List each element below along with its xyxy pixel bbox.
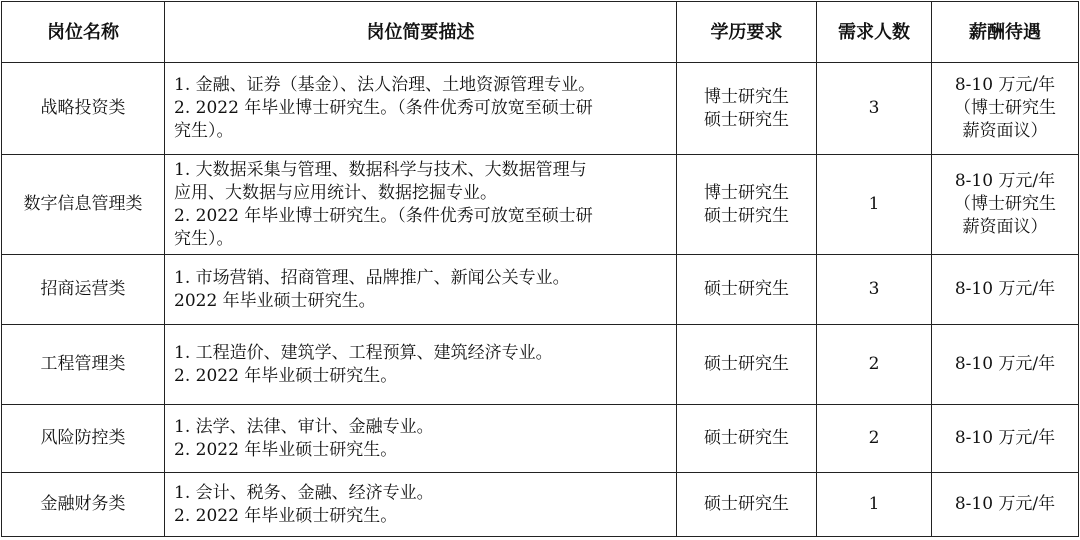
table-row	[2, 325, 1079, 405]
position-name-cell: 招商运营类	[2, 255, 165, 325]
recruitment-table-wrapper	[1, 1, 1079, 537]
salary-cell	[932, 63, 1079, 155]
headcount-cell: 2	[817, 405, 932, 473]
education-cell	[677, 155, 817, 255]
headcount-cell: 3	[817, 255, 932, 325]
salary-line: 8-10 万元/年	[954, 75, 1056, 95]
salary-line: 薪资面议）	[962, 217, 1048, 237]
description-cell	[165, 155, 677, 255]
table-row	[2, 405, 1079, 473]
description-line: 究生）。	[174, 228, 234, 249]
table-header-row	[2, 2, 1079, 63]
header-education: 学历要求	[677, 2, 817, 63]
position-name-cell: 数字信息管理类	[2, 155, 165, 255]
salary-line: （博士研究生	[954, 194, 1056, 214]
description-line: 1. 大数据采集与管理、数据科学与技术、大数据管理与	[174, 159, 587, 180]
description-line: 应用、大数据与应用统计、数据挖掘专业。	[174, 182, 497, 203]
position-name-cell: 战略投资类	[2, 63, 165, 155]
description-line: 2. 2022 年毕业博士研究生。（条件优秀可放宽至硕士研	[174, 205, 593, 226]
salary-cell: 8-10 万元/年	[932, 405, 1079, 473]
education-cell: 硕士研究生	[677, 255, 817, 325]
position-name-cell: 风险防控类	[2, 405, 165, 473]
education-cell: 硕士研究生	[677, 325, 817, 405]
description-line: 2. 2022 年毕业硕士研究生。	[174, 505, 398, 526]
table-row	[2, 473, 1079, 537]
description-cell	[165, 405, 677, 473]
position-name-cell: 工程管理类	[2, 325, 165, 405]
header-salary: 薪酬待遇	[932, 2, 1079, 63]
header-headcount: 需求人数	[817, 2, 932, 63]
salary-cell: 8-10 万元/年	[932, 473, 1079, 537]
description-line: 2. 2022 年毕业硕士研究生。	[174, 439, 398, 460]
description-line: 1. 法学、法律、审计、金融专业。	[174, 416, 434, 437]
description-line: 1. 金融、证券（基金）、法人治理、土地资源管理专业。	[174, 75, 596, 95]
description-cell	[165, 325, 677, 405]
salary-line: 8-10 万元/年	[954, 171, 1056, 191]
table-row	[2, 155, 1079, 255]
recruitment-table	[1, 1, 1079, 537]
headcount-cell: 3	[817, 63, 932, 155]
description-cell	[165, 255, 677, 325]
table-row	[2, 63, 1079, 155]
headcount-cell: 2	[817, 325, 932, 405]
headcount-cell: 1	[817, 155, 932, 255]
description-cell	[165, 63, 677, 155]
description-line: 2. 2022 年毕业博士研究生。（条件优秀可放宽至硕士研	[174, 98, 593, 118]
description-line: 2. 2022 年毕业硕士研究生。	[174, 365, 398, 386]
header-position-name: 岗位名称	[2, 2, 165, 63]
table-row	[2, 255, 1079, 325]
description-line: 1. 市场营销、招商管理、品牌推广、新闻公关专业。	[174, 267, 570, 288]
education-cell: 硕士研究生	[677, 473, 817, 537]
description-line: 2022 年毕业硕士研究生。	[174, 290, 376, 311]
education-line: 硕士研究生	[704, 109, 789, 130]
position-name-cell: 金融财务类	[2, 473, 165, 537]
description-line: 1. 工程造价、建筑学、工程预算、建筑经济专业。	[174, 342, 553, 363]
salary-line: 薪资面议）	[962, 121, 1048, 141]
salary-cell	[932, 155, 1079, 255]
header-position-description: 岗位简要描述	[165, 2, 677, 63]
education-line: 博士研究生	[704, 86, 789, 107]
description-line: 1. 会计、税务、金融、经济专业。	[174, 482, 434, 503]
description-line: 究生）。	[174, 121, 234, 141]
salary-cell: 8-10 万元/年	[932, 325, 1079, 405]
education-cell: 硕士研究生	[677, 405, 817, 473]
description-cell	[165, 473, 677, 537]
salary-line: （博士研究生	[954, 98, 1056, 118]
education-cell	[677, 63, 817, 155]
education-line: 硕士研究生	[704, 205, 789, 226]
education-line: 博士研究生	[704, 182, 789, 203]
headcount-cell: 1	[817, 473, 932, 537]
salary-cell: 8-10 万元/年	[932, 255, 1079, 325]
